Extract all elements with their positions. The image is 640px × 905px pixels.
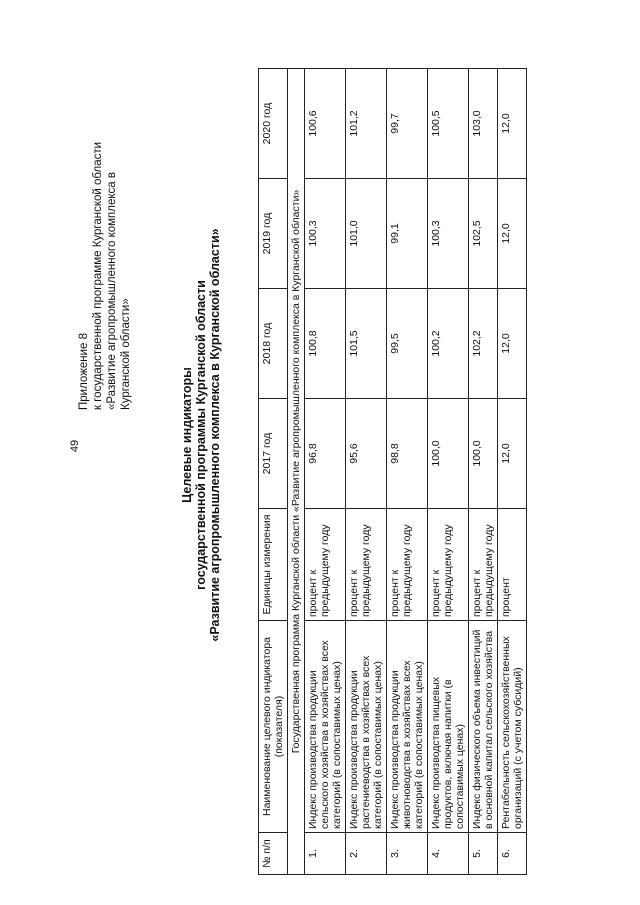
value-2018: 102,2	[469, 289, 498, 399]
indicator-unit: процент к предыдущему году	[387, 509, 428, 621]
indicator-name: Индекс производства пищевых продуктов, включая напитки (в сопоставимых ценах)	[428, 621, 469, 833]
value-2019: 102,5	[469, 179, 498, 289]
row-number: 4.	[428, 833, 469, 875]
value-2018: 99,5	[387, 289, 428, 399]
row-number: 1.	[305, 833, 346, 875]
value-2020: 12,0	[498, 69, 527, 179]
table-row	[469, 69, 498, 875]
indicator-name: Индекс производства продукции растениеводства в хозяйствах всех категорий (в сопоставимых ценах)	[346, 621, 387, 833]
indicators-table	[258, 68, 527, 875]
header-2019: 2019 год	[259, 179, 288, 289]
value-2017: 100,0	[469, 399, 498, 509]
value-2018: 12,0	[498, 289, 527, 399]
header-2017: 2017 год	[259, 399, 288, 509]
value-2020: 100,6	[305, 69, 346, 179]
row-number: 3.	[387, 833, 428, 875]
table-row	[346, 69, 387, 875]
value-2017: 95,6	[346, 399, 387, 509]
row-number: 6.	[498, 833, 527, 875]
header-name: Наименование целевого индикатора (показателя)	[259, 621, 288, 833]
value-2017: 100,0	[428, 399, 469, 509]
value-2020: 101,2	[346, 69, 387, 179]
appendix-note: Приложение 8 к государственной программе Курганской области «Развитие агропромышленного комплекса в Курганской области»	[78, 141, 132, 410]
value-2017: 12,0	[498, 399, 527, 509]
title-line: государственной программы Курганской области	[194, 280, 208, 590]
indicator-unit: процент к предыдущему году	[346, 509, 387, 621]
header-unit: Единицы измерения	[259, 509, 288, 621]
page-number: 49	[69, 439, 81, 453]
value-2018: 100,2	[428, 289, 469, 399]
value-2019: 100,3	[305, 179, 346, 289]
indicator-name: Индекс производства продукции сельского хозяйства в хозяйствах всех категорий (в сопоставимых ценах)	[305, 621, 346, 833]
value-2019: 101,0	[346, 179, 387, 289]
value-2017: 96,8	[305, 399, 346, 509]
table-row	[305, 69, 346, 875]
section-row	[288, 69, 305, 875]
indicator-unit: процент к предыдущему году	[305, 509, 346, 621]
value-2020: 100,5	[428, 69, 469, 179]
indicator-name: Рентабельность сельскохозяйственных организаций (с учетом субсидий)	[498, 621, 527, 833]
value-2019: 99,1	[387, 179, 428, 289]
indicator-unit: процент к предыдущему году	[428, 509, 469, 621]
value-2020: 99,7	[387, 69, 428, 179]
value-2019: 12,0	[498, 179, 527, 289]
title-line: Целевые индикаторы	[180, 367, 194, 503]
document-title	[180, 195, 222, 675]
indicator-unit: процент к предыдущему году	[469, 509, 498, 621]
value-2019: 100,3	[428, 179, 469, 289]
section-title: Государственная программа Курганской области «Развитие агропромышленного комплекса в Курганской области»	[288, 69, 305, 875]
indicator-name: Индекс физического объема инвестиций в основной капитал сельского хозяйства	[469, 621, 498, 833]
table-row	[498, 69, 527, 875]
indicator-name: Индекс производства продукции животноводства в хозяйствах всех категорий (в сопоставимых ценах)	[387, 621, 428, 833]
header-2018: 2018 год	[259, 289, 288, 399]
row-number: 5.	[469, 833, 498, 875]
value-2018: 100,8	[305, 289, 346, 399]
title-line: «Развитие агропромышленного комплекса в Курганской области»	[208, 228, 222, 642]
value-2020: 103,0	[469, 69, 498, 179]
value-2018: 101,5	[346, 289, 387, 399]
table-row	[428, 69, 469, 875]
table-header-row	[259, 69, 288, 875]
header-num: № п/п	[259, 833, 288, 875]
indicator-unit: процент	[498, 509, 527, 621]
header-2020: 2020 год	[259, 69, 288, 179]
row-number: 2.	[346, 833, 387, 875]
value-2017: 98,8	[387, 399, 428, 509]
table-row	[387, 69, 428, 875]
